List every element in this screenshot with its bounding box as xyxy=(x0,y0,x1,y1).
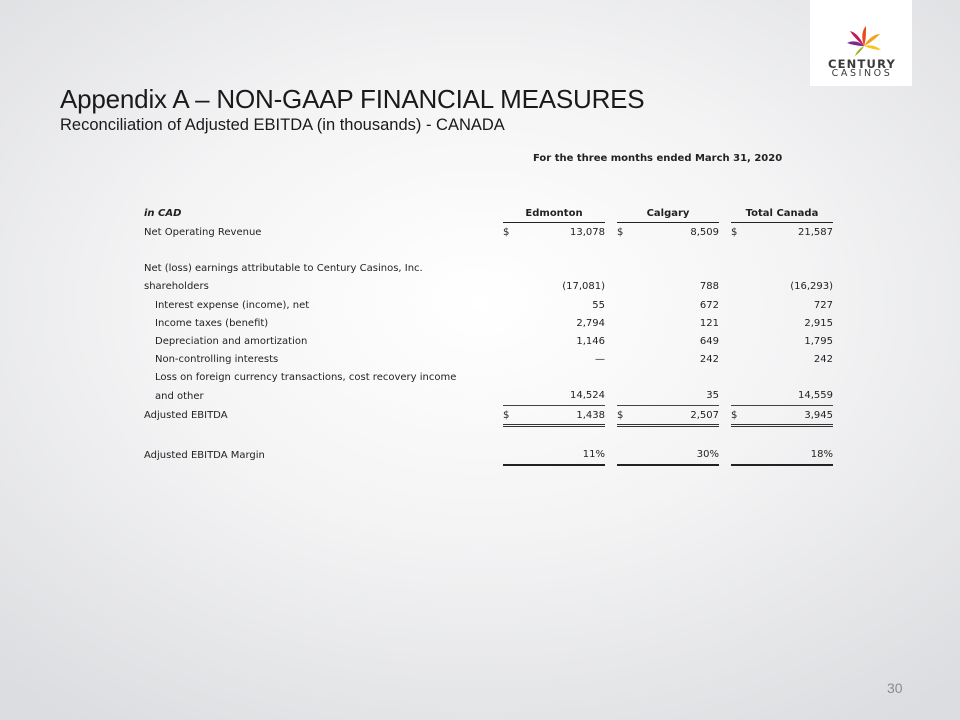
currency-symbol: $ xyxy=(503,226,510,238)
column-header-edmonton: Edmonton xyxy=(503,204,605,223)
row-label: Adjusted EBITDA xyxy=(144,410,228,422)
row-label: and other xyxy=(155,390,204,402)
row-label: Net Operating Revenue xyxy=(144,226,262,238)
value-edmonton: 55 xyxy=(592,299,605,311)
value-edmonton: — xyxy=(595,354,605,366)
value-total-canada: 18% xyxy=(747,445,833,464)
value-edmonton: 1,438 xyxy=(519,406,605,426)
value-edmonton: 1,146 xyxy=(576,335,605,347)
table-row-non-controlling xyxy=(144,351,833,369)
table-row-net-operating-revenue xyxy=(144,223,833,242)
value-calgary: 672 xyxy=(699,299,719,311)
row-label: Loss on foreign currency transactions, cost recovery income xyxy=(155,372,457,384)
value-calgary: 788 xyxy=(699,281,719,293)
logo-starburst-icon xyxy=(844,22,884,62)
row-label: Non-controlling interests xyxy=(155,354,279,366)
table-row-interest-expense xyxy=(144,296,833,314)
value-calgary: 121 xyxy=(699,317,719,329)
page-number: 30 xyxy=(887,680,903,696)
row-label: Depreciation and amortization xyxy=(155,335,308,347)
currency-symbol: $ xyxy=(731,226,738,238)
currency-symbol: $ xyxy=(503,406,519,426)
table-row-net-loss-line1 xyxy=(144,260,833,278)
currency-symbol: $ xyxy=(617,226,624,238)
currency-label: in CAD xyxy=(144,207,182,219)
logo-wordmark-century: CENTURY xyxy=(827,57,897,71)
value-calgary: 35 xyxy=(633,387,719,406)
row-label: Interest expense (income), net xyxy=(155,299,310,311)
table-header-row xyxy=(144,204,833,223)
value-total-canada: (16,293) xyxy=(790,281,833,293)
value-edmonton: 11% xyxy=(519,445,605,464)
value-total-canada: 2,915 xyxy=(804,317,833,329)
table-row-fx-loss xyxy=(144,387,833,406)
slide-subtitle: Reconciliation of Adjusted EBITDA (in thousands) - CANADA xyxy=(60,116,505,134)
column-header-total-canada: Total Canada xyxy=(731,204,833,223)
table-row-depreciation xyxy=(144,332,833,350)
row-label: Income taxes (benefit) xyxy=(155,317,269,329)
value-edmonton: 2,794 xyxy=(576,317,605,329)
value-total-canada: 3,945 xyxy=(747,406,833,426)
table-row-net-loss xyxy=(144,278,833,296)
value-total-canada: 727 xyxy=(813,299,833,311)
value-edmonton: (17,081) xyxy=(562,281,605,293)
row-label: Adjusted EBITDA Margin xyxy=(144,449,265,461)
value-total-canada: 242 xyxy=(813,354,833,366)
value-total-canada: 21,587 xyxy=(798,226,833,238)
table-row-fx-loss-line1 xyxy=(144,369,833,387)
value-edmonton: 14,524 xyxy=(519,387,605,406)
row-label: Net (loss) earnings attributable to Century Casinos, Inc. xyxy=(144,263,423,275)
currency-symbol: $ xyxy=(731,406,747,426)
table-row-adjusted-ebitda-margin xyxy=(144,445,833,464)
column-header-calgary: Calgary xyxy=(617,204,719,223)
slide-title: Appendix A – NON-GAAP FINANCIAL MEASURES xyxy=(60,84,645,114)
value-calgary: 2,507 xyxy=(633,406,719,426)
table-row-income-taxes xyxy=(144,314,833,332)
century-casinos-logo xyxy=(810,0,912,86)
value-calgary: 649 xyxy=(699,335,719,347)
value-total-canada: 1,795 xyxy=(804,335,833,347)
period-header: For the three months ended March 31, 2020 xyxy=(533,153,783,164)
value-calgary: 30% xyxy=(633,445,719,464)
value-calgary: 8,509 xyxy=(690,226,719,238)
logo-wordmark-casinos: CASINOS xyxy=(831,68,893,79)
reconciliation-table xyxy=(144,204,833,466)
value-edmonton: 13,078 xyxy=(570,226,605,238)
value-calgary: 242 xyxy=(699,354,719,366)
value-total-canada: 14,559 xyxy=(747,387,833,406)
table-row-adjusted-ebitda xyxy=(144,406,833,426)
currency-symbol: $ xyxy=(617,406,633,426)
row-label: shareholders xyxy=(144,281,209,293)
